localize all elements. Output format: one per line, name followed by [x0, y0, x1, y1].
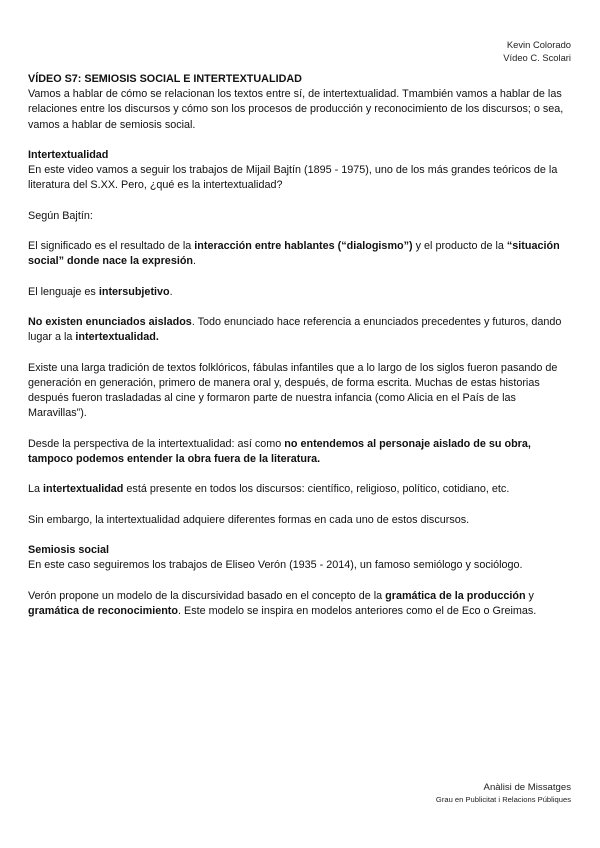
- paragraph-perspectiva: Desde la perspectiva de la intertextualidad: así como no entendemos al personaje aislado de su obra, tampoco podemos entender la obra fuera de la literatura.: [28, 437, 531, 465]
- paragraph-enunciados: No existen enunciados aislados. Todo enunciado hace referencia a enunciados precedentes y futuros, dando lugar a la intertextualidad.: [28, 316, 562, 344]
- paragraph-veron-intro: En este caso seguiremos los trabajos de Eliseo Verón (1935 - 2014), un famoso semiólogo y sociólogo.: [28, 559, 523, 572]
- paragraph-tradicion: Existe una larga tradición de textos folklóricos, fábulas infantiles que a lo largo de los siglos fueron pasando de generación en generación, primero de manera oral y, después, de forma escrita. Muchas de estas historias después fueron trasladadas al cine y formaron parte de nuestra infancia (como Alicia en el País de las Maravillas”).: [28, 361, 558, 420]
- page-header: [503, 38, 571, 64]
- degree-label: Grau en Publicitat i Relacions Públiques: [435, 795, 571, 804]
- course-label: Vídeo C. Scolari: [503, 52, 571, 63]
- paragraph-discursos: La intertextualidad está presente en todos los discursos: científico, religioso, político, cotidiano, etc.: [28, 483, 510, 496]
- page-footer: [436, 781, 571, 805]
- document-body: [28, 72, 574, 619]
- author-name: Kevin Colorado: [506, 39, 571, 50]
- paragraph-significado: El significado es el resultado de la interacción entre hablantes (“dialogismo”) y el producto de la “situación social” donde nace la expresión.: [28, 240, 560, 268]
- paragraph-formas: Sin embargo, la intertextualidad adquiere diferentes formas en cada uno de estos discursos.: [28, 513, 470, 526]
- paragraph-veron-modelo: Verón propone un modelo de la discursividad basado en el concepto de la gramática de la producción y gramática de reconocimiento. Este modelo se inspira en modelos anteriores como el de Eco o Greimas.: [28, 589, 537, 617]
- paragraph-bajtin-intro: En este video vamos a seguir los trabajos de Mijail Bajtín (1895 - 1975), uno de los más grandes teóricos de la literatura del S.XX. Pero, ¿qué es la intertextualidad?: [28, 164, 558, 192]
- paragraph-lenguaje: El lenguaje es intersubjetivo.: [28, 285, 173, 298]
- subject-label: Anàlisi de Missatges: [483, 782, 571, 793]
- intro-paragraph: Vamos a hablar de cómo se relacionan los textos entre sí, de intertextualidad. Tmambién vamos a hablar de las relaciones entre los discursos y cómo son los procesos de producción y reconocimiento de los discursos; o sea, vamos a hablar de semiosis social.: [28, 88, 564, 131]
- section-heading-intertextualidad: Intertextualidad: [28, 149, 109, 161]
- document-title: VÍDEO S7: SEMIOSIS SOCIAL E INTERTEXTUALIDAD: [28, 73, 302, 85]
- section-heading-semiosis: Semiosis social: [28, 544, 110, 557]
- paragraph-segun-bajtin: Según Bajtín:: [28, 209, 93, 222]
